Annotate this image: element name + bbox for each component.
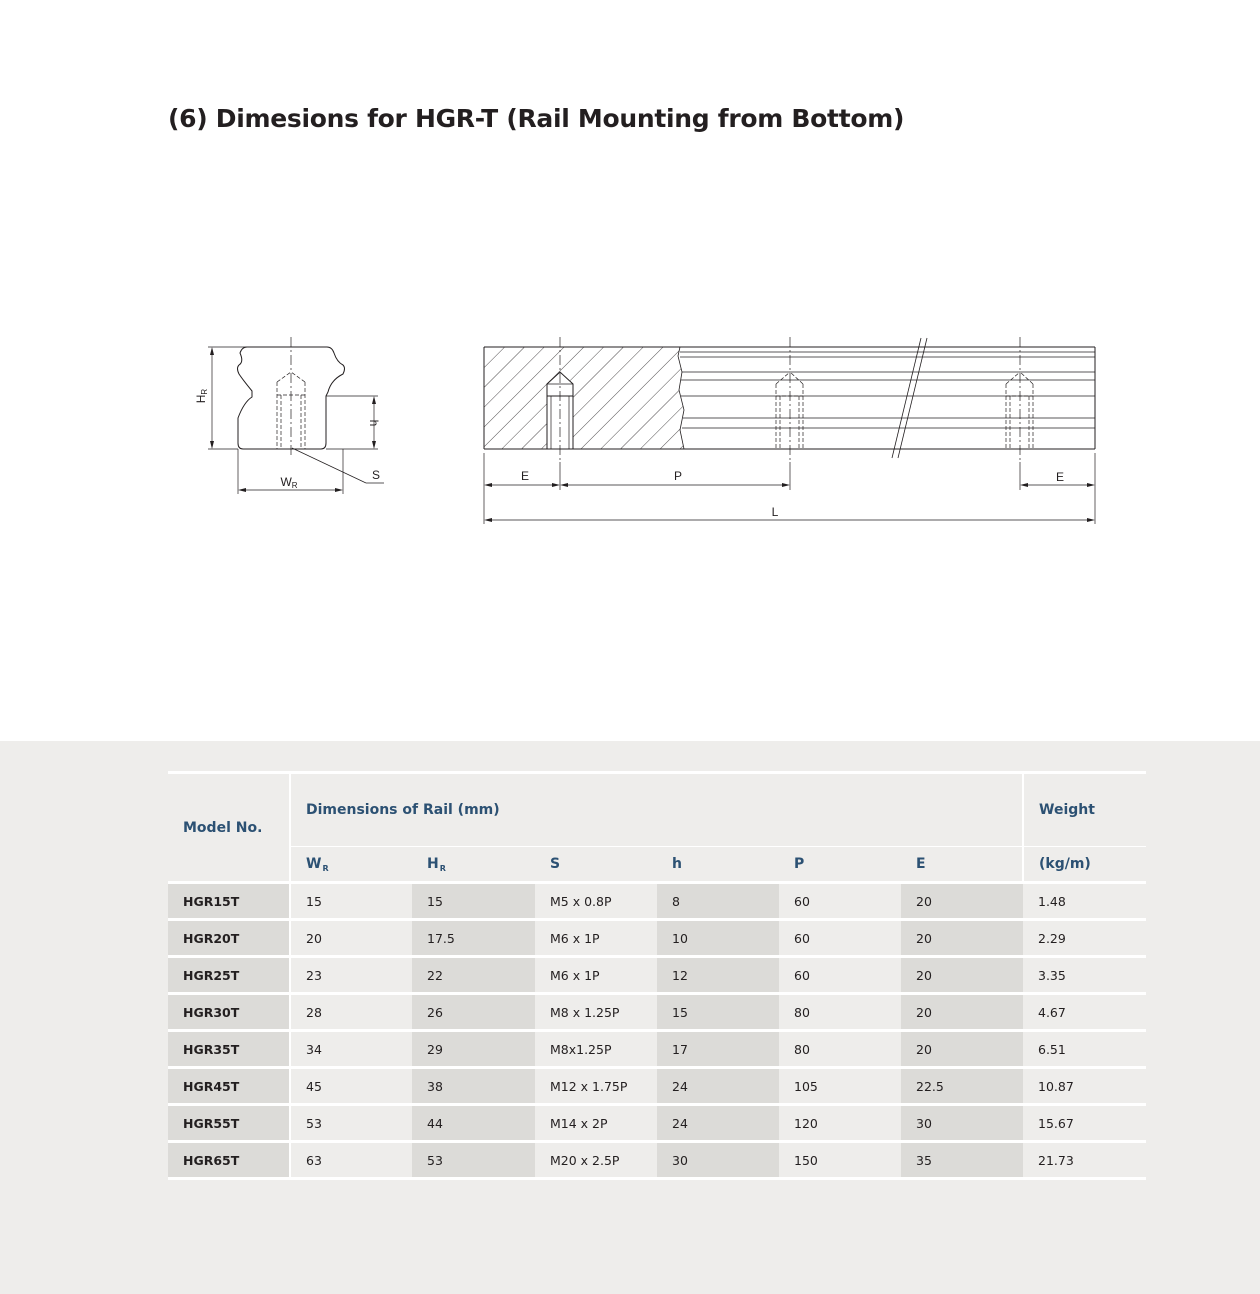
- cell-s: M20 x 2.5P: [535, 1142, 657, 1179]
- hidden-bolt-hole-3: [1006, 372, 1033, 449]
- cell-s: M8x1.25P: [535, 1031, 657, 1068]
- cell-s: M8 x 1.25P: [535, 994, 657, 1031]
- p-label: P: [673, 469, 683, 483]
- rail-technical-drawing: [0, 300, 1260, 560]
- e-right-label: E: [1055, 470, 1065, 484]
- cell-weight: 10.87: [1023, 1068, 1146, 1105]
- cell-model: HGR15T: [168, 883, 290, 920]
- cell-e: 30: [901, 1105, 1023, 1142]
- cell-h: 17: [657, 1031, 779, 1068]
- cell-weight: 3.35: [1023, 957, 1146, 994]
- hatched-section: [484, 347, 684, 449]
- cell-model: HGR55T: [168, 1105, 290, 1142]
- cell-e: 22.5: [901, 1068, 1023, 1105]
- cell-weight: 6.51: [1023, 1031, 1146, 1068]
- cell-p: 80: [779, 1031, 901, 1068]
- rail-cross-section: [208, 337, 384, 494]
- h-label: h: [367, 419, 381, 427]
- l-label: L: [771, 505, 779, 519]
- header-weight-unit: (kg/m): [1023, 847, 1146, 883]
- header-dimensions-of-rail: Dimensions of Rail (mm): [290, 773, 1023, 847]
- cell-hr: 15: [412, 883, 535, 920]
- table-row: [168, 957, 1146, 994]
- cell-s: M5 x 0.8P: [535, 883, 657, 920]
- table-row: [168, 1068, 1146, 1105]
- hr-label: HR: [194, 388, 209, 404]
- cell-model: HGR65T: [168, 1142, 290, 1179]
- table-row: [168, 994, 1146, 1031]
- cell-h: 10: [657, 920, 779, 957]
- cell-hr: 22: [412, 957, 535, 994]
- cell-e: 20: [901, 883, 1023, 920]
- cell-e: 20: [901, 1031, 1023, 1068]
- cell-weight: 2.29: [1023, 920, 1146, 957]
- cell-p: 150: [779, 1142, 901, 1179]
- cell-model: HGR30T: [168, 994, 290, 1031]
- cell-hr: 53: [412, 1142, 535, 1179]
- header-weight: Weight: [1023, 773, 1146, 847]
- cell-h: 15: [657, 994, 779, 1031]
- cell-model: HGR45T: [168, 1068, 290, 1105]
- table-row: [168, 1142, 1146, 1179]
- cell-p: 60: [779, 883, 901, 920]
- cell-s: M6 x 1P: [535, 957, 657, 994]
- cell-s: M14 x 2P: [535, 1105, 657, 1142]
- rail-dimensions-table: [168, 771, 1146, 1180]
- cell-hr: 26: [412, 994, 535, 1031]
- cell-h: 24: [657, 1105, 779, 1142]
- table-row: [168, 920, 1146, 957]
- cell-wr: 34: [290, 1031, 412, 1068]
- cell-weight: 1.48: [1023, 883, 1146, 920]
- cell-s: M6 x 1P: [535, 920, 657, 957]
- header-wr: $W_R$: [290, 847, 412, 883]
- cell-wr: 23: [290, 957, 412, 994]
- table-row: [168, 1031, 1146, 1068]
- cell-weight: 15.67: [1023, 1105, 1146, 1142]
- cell-p: 105: [779, 1068, 901, 1105]
- cell-wr: 20: [290, 920, 412, 957]
- cell-h: 30: [657, 1142, 779, 1179]
- page-title: (6) Dimesions for HGR-T (Rail Mounting from Bottom): [168, 104, 905, 133]
- header-h: h: [657, 847, 779, 883]
- table-row: [168, 1105, 1146, 1142]
- cell-wr: 53: [290, 1105, 412, 1142]
- header-s: S: [535, 847, 657, 883]
- cell-wr: 63: [290, 1142, 412, 1179]
- header-e: E: [901, 847, 1023, 883]
- header-p: P: [779, 847, 901, 883]
- e-left-label: E: [520, 469, 530, 483]
- cell-weight: 4.67: [1023, 994, 1146, 1031]
- cell-wr: 28: [290, 994, 412, 1031]
- cell-e: 20: [901, 920, 1023, 957]
- cell-model: HGR20T: [168, 920, 290, 957]
- header-hr: $H_R$: [412, 847, 535, 883]
- cell-wr: 15: [290, 883, 412, 920]
- header-model-no: Model No.: [168, 773, 290, 883]
- rail-side-view: [484, 337, 1095, 524]
- s-label: S: [371, 468, 381, 482]
- hidden-bolt-hole-2: [776, 372, 803, 449]
- cell-model: HGR25T: [168, 957, 290, 994]
- cell-h: 8: [657, 883, 779, 920]
- table-row: [168, 883, 1146, 920]
- cell-h: 12: [657, 957, 779, 994]
- wr-label: WR: [280, 475, 298, 490]
- cell-p: 60: [779, 920, 901, 957]
- cell-wr: 45: [290, 1068, 412, 1105]
- cell-e: 20: [901, 994, 1023, 1031]
- cell-p: 60: [779, 957, 901, 994]
- cell-hr: 38: [412, 1068, 535, 1105]
- cell-s: M12 x 1.75P: [535, 1068, 657, 1105]
- cell-p: 120: [779, 1105, 901, 1142]
- cell-e: 20: [901, 957, 1023, 994]
- cell-model: HGR35T: [168, 1031, 290, 1068]
- cell-hr: 44: [412, 1105, 535, 1142]
- cell-hr: 29: [412, 1031, 535, 1068]
- length-break-mark: [892, 338, 921, 458]
- cell-h: 24: [657, 1068, 779, 1105]
- cell-hr: 17.5: [412, 920, 535, 957]
- cell-e: 35: [901, 1142, 1023, 1179]
- cell-weight: 21.73: [1023, 1142, 1146, 1179]
- cell-p: 80: [779, 994, 901, 1031]
